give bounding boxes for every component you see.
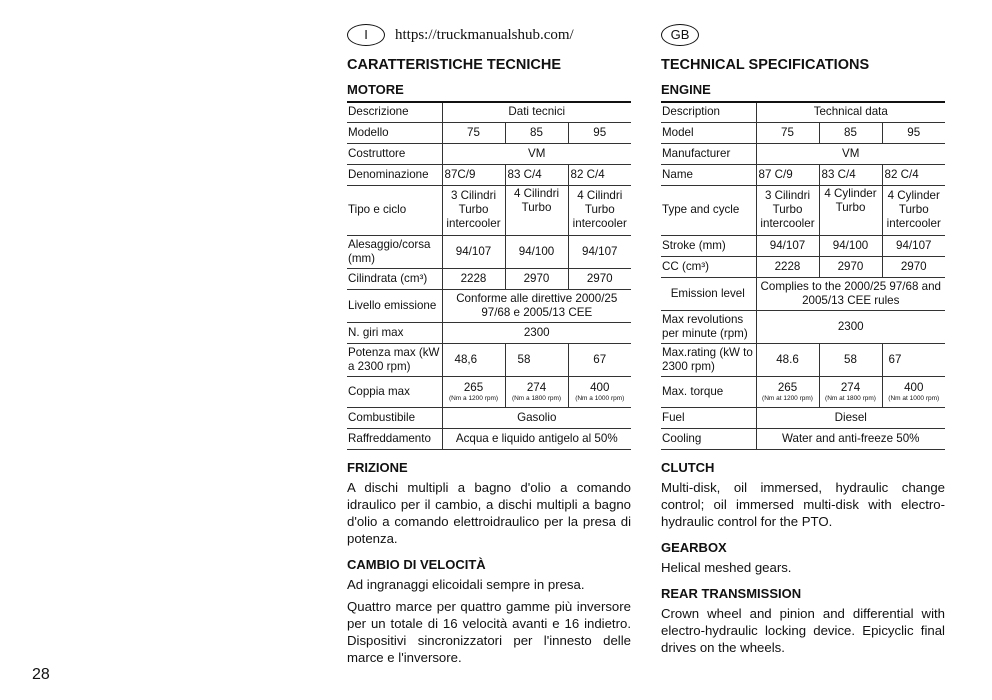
table-row — [347, 185, 631, 235]
table-cell: 67 — [882, 343, 945, 376]
table-cell: 94/100 — [505, 235, 568, 268]
clutch-text-it: A dischi multipli a bagno d'olio a comando idraulico per il cambio, a dischi multipli a bagno d'olio a comando elettroidraulico per la presa di potenza. — [347, 479, 631, 546]
torque-value: 400 — [904, 380, 924, 394]
table-cell: 95 — [568, 122, 631, 143]
torque-value: 265 — [777, 380, 798, 394]
table-row — [661, 164, 945, 185]
torque-note: (Nm a 1200 rpm) — [448, 394, 499, 402]
italian-column — [347, 22, 631, 671]
cell-line: intercooler — [446, 217, 501, 230]
table-cell: N. giri max — [347, 322, 442, 343]
table-row — [661, 256, 945, 277]
table-cell: Max. torque — [661, 376, 756, 407]
table-cell: Cooling — [661, 428, 756, 449]
table-cell — [505, 185, 568, 235]
table-row — [661, 428, 945, 449]
table-cell: 2970 — [819, 256, 882, 277]
table-row — [347, 143, 631, 164]
table-row — [347, 235, 631, 268]
cell-line: Turbo — [898, 203, 929, 216]
table-cell — [442, 185, 505, 235]
table-cell: Max revolutions per minute (rpm) — [661, 310, 756, 343]
table-row — [661, 407, 945, 428]
table-cell: 2970 — [505, 268, 568, 289]
table-cell: Type and cycle — [661, 185, 756, 235]
table-cell: Combustibile — [347, 407, 442, 428]
language-badge-gb: GB — [661, 24, 699, 46]
table-cell: 2970 — [882, 256, 945, 277]
torque-note: (Nm at 1800 rpm) — [825, 394, 876, 402]
engine-spec-table-gb — [661, 101, 945, 450]
table-cell: Description — [661, 102, 756, 122]
table-cell: 75 — [442, 122, 505, 143]
table-cell: Max.rating (kW to 2300 rpm) — [661, 343, 756, 376]
torque-value: 265 — [463, 380, 484, 394]
table-row — [661, 143, 945, 164]
table-cell — [882, 376, 945, 407]
table-row — [661, 122, 945, 143]
table-cell: Raffreddamento — [347, 428, 442, 449]
table-cell: Tipo e ciclo — [347, 185, 442, 235]
table-cell: Model — [661, 122, 756, 143]
cell-line: 4 Cilindri — [577, 189, 623, 202]
table-cell: 58 — [505, 343, 568, 376]
section-title-it: CARATTERISTICHE TECNICHE — [347, 57, 562, 73]
table-cell: 2300 — [756, 310, 945, 343]
table-cell — [505, 376, 568, 407]
cell-line: Turbo — [521, 200, 552, 214]
table-row — [347, 122, 631, 143]
clutch-heading-gb: CLUTCH — [661, 459, 715, 475]
table-cell — [756, 376, 819, 407]
table-cell: Descrizione — [347, 102, 442, 122]
table-cell: Cilindrata (cm³) — [347, 268, 442, 289]
language-badge-it: I — [347, 24, 385, 46]
table-cell: 94/107 — [756, 235, 819, 256]
table-cell — [819, 185, 882, 235]
torque-note: (Nm at 1000 rpm) — [888, 394, 940, 402]
page-number: 28 — [32, 666, 50, 683]
cell-line: Turbo — [584, 203, 615, 216]
cell-line: 4 Cilindri — [513, 186, 560, 200]
engine-spec-table-it — [347, 101, 631, 450]
table-cell: CC (cm³) — [661, 256, 756, 277]
table-row — [347, 322, 631, 343]
table-cell: Livello emissione — [347, 289, 442, 322]
table-row — [347, 289, 631, 322]
italian-header — [347, 22, 631, 48]
gearbox-text-gb: Helical meshed gears. — [661, 559, 792, 575]
table-row — [347, 343, 631, 376]
table-cell: Conforme alle direttive 2000/25 97/68 e 2005/13 CEE — [442, 289, 631, 322]
torque-value: 400 — [590, 380, 610, 394]
table-cell: Alesaggio/corsa (mm) — [347, 235, 442, 268]
gearbox-text-it-2: Quattro marce per quattro gamme più inversore per un totale di 16 velocità avanti e 16 indietro. Dispositivi sincronizzatori per l'innesto delle marce e l'inversore. — [347, 598, 631, 665]
table-cell: 48.6 — [756, 343, 819, 376]
gearbox-heading-it: CAMBIO DI VELOCITÀ — [347, 556, 486, 572]
torque-value: 274 — [526, 380, 547, 394]
table-row — [661, 235, 945, 256]
english-column — [661, 22, 945, 661]
table-row — [347, 407, 631, 428]
cell-line: Turbo — [772, 203, 803, 216]
table-cell: Diesel — [756, 407, 945, 428]
table-row — [347, 428, 631, 449]
table-row — [661, 376, 945, 407]
table-row — [661, 102, 945, 122]
table-cell: Emission level — [661, 277, 756, 310]
table-cell: 94/107 — [568, 235, 631, 268]
cell-line: intercooler — [760, 217, 815, 230]
table-row — [347, 376, 631, 407]
table-cell: 94/107 — [882, 235, 945, 256]
table-cell — [819, 376, 882, 407]
table-row — [661, 277, 945, 310]
engine-heading-gb: ENGINE — [661, 82, 711, 97]
table-cell: 2228 — [442, 268, 505, 289]
table-cell: Dati tecnici — [442, 102, 631, 122]
table-cell: VM — [442, 143, 631, 164]
table-cell: Technical data — [756, 102, 945, 122]
table-cell: Name — [661, 164, 756, 185]
cell-line: intercooler — [886, 217, 941, 230]
table-row — [347, 102, 631, 122]
table-cell: Denominazione — [347, 164, 442, 185]
table-cell: Water and anti-freeze 50% — [756, 428, 945, 449]
cell-line: 3 Cilindri — [450, 189, 497, 202]
table-cell: Coppia max — [347, 376, 442, 407]
rear-transmission-heading-gb: REAR TRANSMISSION — [661, 585, 802, 601]
table-cell: 83 C/4 — [505, 164, 568, 185]
table-cell — [568, 185, 631, 235]
table-row — [661, 310, 945, 343]
cell-line: intercooler — [572, 217, 627, 230]
table-cell: 95 — [882, 122, 945, 143]
table-cell: 94/100 — [819, 235, 882, 256]
table-cell: 94/107 — [442, 235, 505, 268]
cell-line: 4 Cylinder — [824, 186, 877, 200]
torque-note: (Nm a 1800 rpm) — [511, 394, 562, 402]
table-cell: Complies to the 2000/25 97/68 and 2005/13 CEE rules — [756, 277, 945, 310]
source-url: https://truckmanualshub.com/ — [395, 26, 574, 43]
table-cell: 2300 — [442, 322, 631, 343]
cell-line: Turbo — [458, 203, 489, 216]
table-cell: 82 C/4 — [882, 164, 945, 185]
table-cell: 75 — [756, 122, 819, 143]
table-cell: Acqua e liquido antigelo al 50% — [442, 428, 631, 449]
table-cell: 58 — [819, 343, 882, 376]
table-cell: 2970 — [568, 268, 631, 289]
table-cell — [442, 376, 505, 407]
clutch-text-gb: Multi-disk, oil immersed, hydraulic change control; oil immersed multi-disk with electro-hydraulic control for the PTO. — [661, 479, 945, 529]
table-cell — [882, 185, 945, 235]
cell-line: 3 Cilindri — [764, 189, 811, 202]
table-cell: VM — [756, 143, 945, 164]
table-cell: 87 C/9 — [756, 164, 819, 185]
cell-line: Turbo — [835, 200, 866, 214]
table-cell: Costruttore — [347, 143, 442, 164]
table-cell: 48,6 — [442, 343, 505, 376]
table-cell: Modello — [347, 122, 442, 143]
table-cell: 85 — [819, 122, 882, 143]
table-cell: 2228 — [756, 256, 819, 277]
english-header — [661, 22, 945, 48]
table-cell: 85 — [505, 122, 568, 143]
table-cell — [756, 185, 819, 235]
torque-note: (Nm a 1000 rpm) — [575, 394, 625, 402]
torque-note: (Nm at 1200 rpm) — [762, 394, 813, 402]
table-cell: Gasolio — [442, 407, 631, 428]
cell-line: 4 Cylinder — [887, 189, 940, 202]
gearbox-text-it-1: Ad ingranaggi elicoidali sempre in presa. — [347, 576, 585, 592]
table-cell: 67 — [568, 343, 631, 376]
table-row — [661, 185, 945, 235]
rear-transmission-text-gb: Crown wheel and pinion and differential with electro-hydraulic locking device. Epicyclic final drives on the wheels. — [661, 605, 945, 655]
gearbox-heading-gb: GEARBOX — [661, 539, 727, 555]
table-cell — [568, 376, 631, 407]
table-cell: Stroke (mm) — [661, 235, 756, 256]
table-cell: 82 C/4 — [568, 164, 631, 185]
table-cell: 87C/9 — [442, 164, 505, 185]
table-row — [347, 164, 631, 185]
table-row — [661, 343, 945, 376]
table-cell: Potenza max (kW a 2300 rpm) — [347, 343, 442, 376]
table-cell: 83 C/4 — [819, 164, 882, 185]
section-title-gb: TECHNICAL SPECIFICATIONS — [661, 57, 870, 73]
torque-value: 274 — [840, 380, 861, 394]
table-cell: Manufacturer — [661, 143, 756, 164]
engine-heading-it: MOTORE — [347, 82, 404, 97]
clutch-heading-it: FRIZIONE — [347, 459, 408, 475]
table-cell: Fuel — [661, 407, 756, 428]
table-row — [347, 268, 631, 289]
